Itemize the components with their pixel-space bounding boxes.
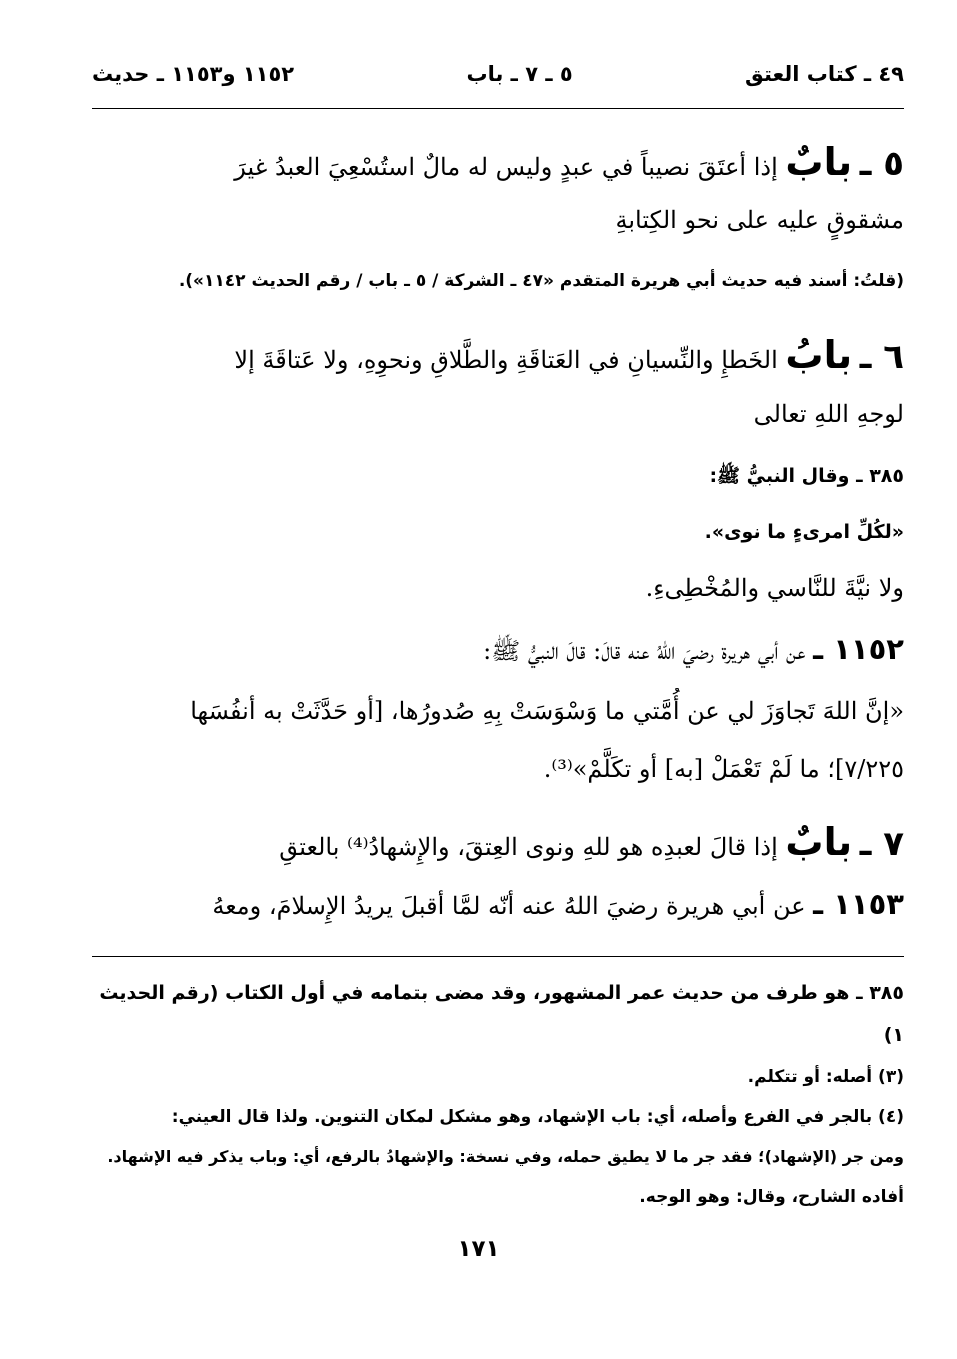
hadith-385-text: «لكُلِّ امرىءٍ ما نوى». — [704, 521, 904, 543]
footnote-4-line2: ومن جر (الإشهاد)؛ فقد جر ما لا يطيق حمله، وفي نسخة: والإشهادُ بالرفع، أي: وباب يذكر فيه الإشهاد. — [107, 1147, 904, 1166]
section-6-title-line2: لوجهِ اللهِ تعالى — [753, 400, 904, 428]
section-5-number: ٥ ـ — [859, 144, 904, 184]
hadith-1152-isnad: عن أبي هريرة رضيَ اللهُ عنه قالَ: قالَ النبيُّ ﷺ: — [483, 637, 806, 665]
section-7-title: إذا قالَ لعبدِه هو للهِ ونوى العِتقَ، والإِشهادُ⁽⁴⁾ بالعتقِ — [279, 833, 778, 861]
section-7-bab-word: بابٌ — [785, 820, 853, 864]
hadith-1152-line3: ٧/٢٢٥]؛ ما لَمْ تَعْمَلْ [به] أو تكَلَّمْ»⁽³⁾. — [543, 755, 904, 783]
hadith-1152-line1 — [92, 626, 904, 672]
hadith-385-remark: ولا نيَّةَ للنَّاسي والمُخْطِىءِ. — [645, 574, 904, 602]
footnote-rule — [92, 956, 904, 957]
section-5-note: (قلتُ: أسند فيه حديث أبي هريرة المتقدم «٤٧ ـ الشركة / ٥ ـ باب / رقم الحديث ١١٤٢»). — [178, 271, 904, 291]
footnote-4-line3: أفاده الشارح، وقال: وهو الوجه. — [639, 1187, 904, 1207]
hadith-385-intro: ٣٨٥ ـ وقال النبيُّ ﷺ: — [709, 465, 904, 487]
section-6-number: ٦ ـ — [859, 337, 904, 377]
section-7-number: ٧ ـ — [859, 824, 904, 864]
hadith-1153-number: ١١٥٣ ـ — [813, 887, 904, 921]
header-rule — [92, 108, 904, 109]
hadith-1153-line1 — [92, 880, 904, 928]
footnote-385-line1: ٣٨٥ ـ هو طرف من حديث عمر المشهور، وقد مضى بتمامه في أول الكتاب (رقم الحديث — [99, 982, 904, 1004]
section-5-bab-word: بابٌ — [785, 140, 853, 184]
footnote-3: (٣) أصله: أو تتكلم. — [747, 1067, 904, 1087]
page-number: ١٧١ — [457, 1236, 500, 1262]
section-7-heading — [92, 814, 904, 870]
header-section: ٥ ـ ٧ ـ باب — [466, 62, 573, 86]
hadith-1153-text: عن أبي هريرة رضيَ اللهُ عنه أنّه لمَّا أقبلَ يريدُ الإِسلامَ، ومعهُ — [212, 892, 806, 920]
running-header — [92, 52, 904, 96]
section-6-bab-word: بابُ — [785, 333, 853, 377]
section-6-heading — [92, 326, 904, 384]
section-5-heading — [92, 134, 904, 190]
section-5-title-line1: إذا أعتَقَ نصيباً في عبدٍ وليس له مالٌ استُسْعِيَ العبدُ غيرَ — [234, 153, 778, 181]
header-hadith-range: ١١٥٢ و١١٥٣ ـ حديث — [92, 62, 295, 86]
footnote-4-line1: (٤) بالجر في الفرع وأصله، أي: باب الإشهاد، وهو مشكل لمكان التنوين. ولذا قال العيني: — [171, 1107, 904, 1127]
header-chapter: ٤٩ ـ كتاب العتق — [745, 62, 904, 86]
footnote-385-line2: ١) — [883, 1024, 904, 1046]
hadith-1152-number: ١١٥٢ ـ — [813, 632, 904, 666]
hadith-1152-line2: «إنَّ اللهَ تَجاوَزَ لي عن أُمَّتي ما وَسْوَسَتْ بِهِ صُدورُها، [أو حَدَّثَتْ به أنفُسَها — [190, 697, 904, 725]
section-5-title-line2: مشقوقٍ عليه على نحو الكِتابةِ — [615, 206, 904, 234]
section-6-title-line1: الخَطإِ والنِّسيانِ في العَتاقَةِ والطَّلاقِ ونحوِهِ، ولا عَتاقَةَ إلا — [234, 346, 778, 374]
